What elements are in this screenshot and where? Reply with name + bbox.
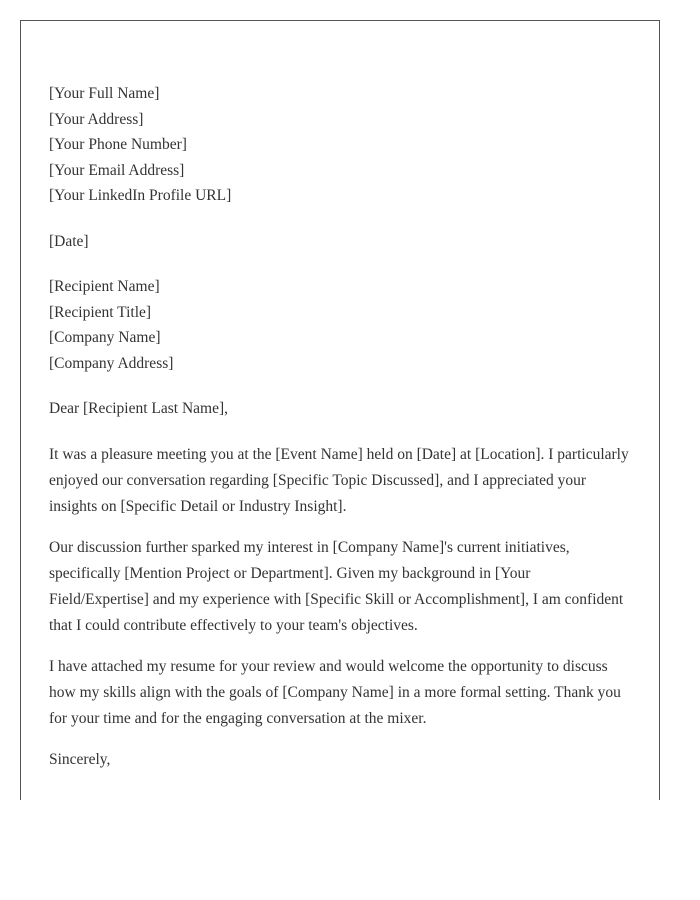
recipient-title: [Recipient Title] [49, 303, 152, 321]
recipient-name: [Recipient Name] [49, 278, 160, 295]
salutation: Dear [Recipient Last Name], [49, 400, 229, 417]
letter-date: [Date] [49, 232, 89, 250]
letter-page [20, 20, 660, 800]
sender-block [49, 81, 631, 209]
closing-block [49, 747, 631, 773]
closing: Sincerely, [49, 750, 111, 768]
sender-name: [Your Full Name] [49, 85, 160, 102]
sender-linkedin: [Your LinkedIn Profile URL] [49, 187, 232, 204]
body-paragraph-2: Our discussion further sparked my interest in [Company Name]'s current initiatives, specifically [Mention Project or Department]. Given my background in [Your Field/Expertise] and my experience with [Specific Skill or Accomplishment], I am confident that I could contribute effectively to your team's objectives. [49, 538, 624, 634]
sender-email: [Your Email Address] [49, 161, 185, 179]
recipient-address: [Company Address] [49, 354, 174, 372]
date-block [49, 229, 631, 255]
body-paragraph-1: It was a pleasure meeting you at the [Event Name] held on [Date] at [Location]. I particularly enjoyed our conversation regarding [Specific Topic Discussed], and I appreciated your insights on [Specific Detail or Industry Insight]. [49, 445, 629, 515]
sender-address: [Your Address] [49, 110, 144, 128]
recipient-block [49, 274, 631, 376]
body-paragraph-3: I have attached my resume for your review and would welcome the opportunity to discuss how my skills align with the goals of [Company Name] in a more formal setting. Thank you for your time and for the engaging conversation at the mixer. [49, 657, 621, 727]
salutation-block [49, 396, 631, 422]
sender-phone: [Your Phone Number] [49, 136, 187, 153]
recipient-company: [Company Name] [49, 329, 161, 346]
